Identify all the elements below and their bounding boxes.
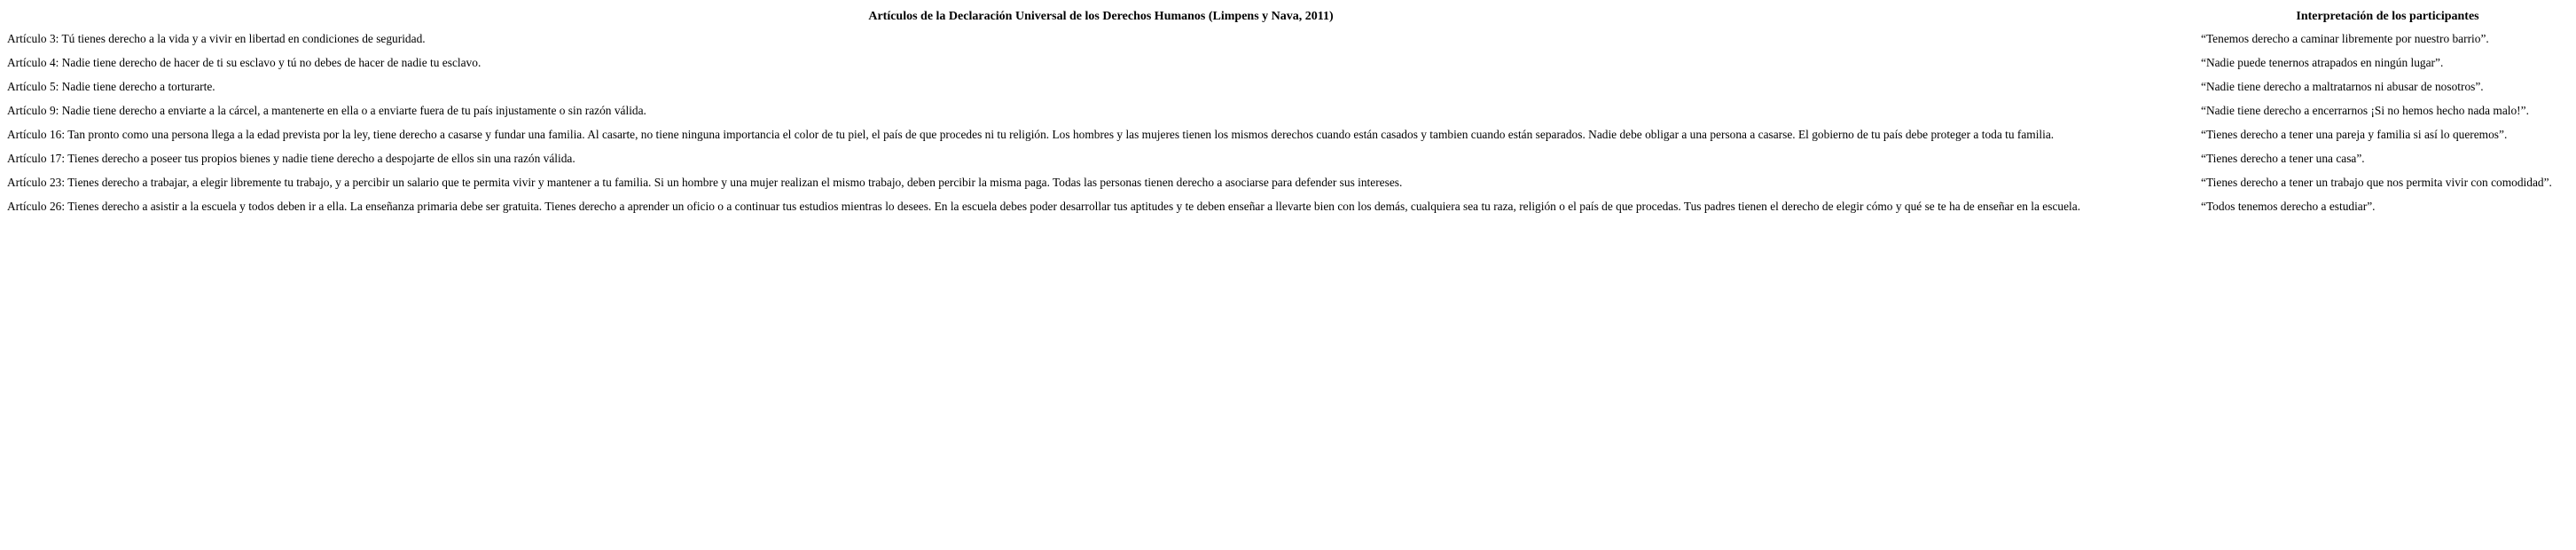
article-cell: Artículo 26: Tienes derecho a asistir a la escuela y todos deben ir a ella. La enseñanza primaria debe ser gratuita. Tienes derecho a aprender un oficio o a continuar tus estudios mientras lo desees. En la escuela debes poder desarrollar tus aptitudes y te deben enseñar a llevarte bien con los demás, cualquiera sea tu raza, religión o el país de que procedas. Tus padres tienen el derecho de elegir cómo y qué se te ha de enseñar en la escuela. [7, 199, 2081, 213]
interpretation-cell: “Todos tenemos derecho a estudiar”. [2201, 199, 2376, 213]
article-cell: Artículo 16: Tan pronto como una persona llega a la edad prevista por la ley, tiene derecho a casarse y fundar una familia. Al casarte, no tiene ninguna importancia el color de tu piel, el país de que procedes ni tu religión. Los hombres y las mujeres tienen los mismos derechos cuando están casados y tambien cuando están separados. Nadie debe obligar a una persona a casarse. El gobierno de tu país debe proteger a toda tu familia. [7, 127, 2055, 141]
header-interpretation: Interpretación de los participantes [2296, 10, 2479, 23]
interpretation-cell: “Tenemos derecho a caminar libremente por nuestro barrio”. [2201, 31, 2489, 45]
rights-interpretation-table [4, 7, 2576, 218]
table-row [4, 194, 2576, 218]
table-row [4, 170, 2576, 194]
interpretation-cell: “Tienes derecho a tener una casa”. [2201, 151, 2365, 165]
interpretation-cell: “Nadie tiene derecho a maltratarnos ni abusar de nosotros”. [2201, 79, 2484, 93]
table-row [4, 75, 2576, 98]
table-row [4, 51, 2576, 75]
article-cell: Artículo 23: Tienes derecho a trabajar, a elegir libremente tu trabajo, y a percibir un salario que te permita vivir y mantener a tu familia. Si un hombre y una mujer realizan el mismo trabajo, deben percibir la misma paga. Todas las personas tienen derecho a asociarse para defender sus intereses. [7, 175, 1403, 189]
article-cell: Artículo 17: Tienes derecho a poseer tus propios bienes y nadie tiene derecho a despojarte de ellos sin una razón válida. [7, 151, 575, 165]
table-row [4, 146, 2576, 170]
document-page [0, 7, 2576, 550]
article-cell: Artículo 3: Tú tienes derecho a la vida y a vivir en libertad en condiciones de seguridad. [7, 31, 426, 45]
table-row [4, 98, 2576, 122]
header-articles: Artículos de la Declaración Universal de los Derechos Humanos (Limpens y Nava, 2011) [868, 10, 1334, 23]
table-row [4, 122, 2576, 146]
interpretation-cell: “Tienes derecho a tener un trabajo que nos permita vivir con comodidad”. [2201, 175, 2552, 189]
interpretation-cell: “Nadie tiene derecho a encerrarnos ¡Si no hemos hecho nada malo!”. [2201, 103, 2529, 117]
table-header-row [4, 7, 2576, 27]
article-cell: Artículo 9: Nadie tiene derecho a enviarte a la cárcel, a mantenerte en ella o a enviarte fuera de tu país injustamente o sin razón válida. [7, 103, 646, 117]
interpretation-cell: “Tienes derecho a tener una pareja y familia si así lo queremos”. [2201, 127, 2508, 141]
interpretation-cell: “Nadie puede tenernos atrapados en ningún lugar”. [2201, 55, 2444, 69]
article-cell: Artículo 5: Nadie tiene derecho a torturarte. [7, 79, 215, 93]
article-cell: Artículo 4: Nadie tiene derecho de hacer de ti su esclavo y tú no debes de hacer de nadie tu esclavo. [7, 55, 482, 69]
table-row [4, 27, 2576, 51]
